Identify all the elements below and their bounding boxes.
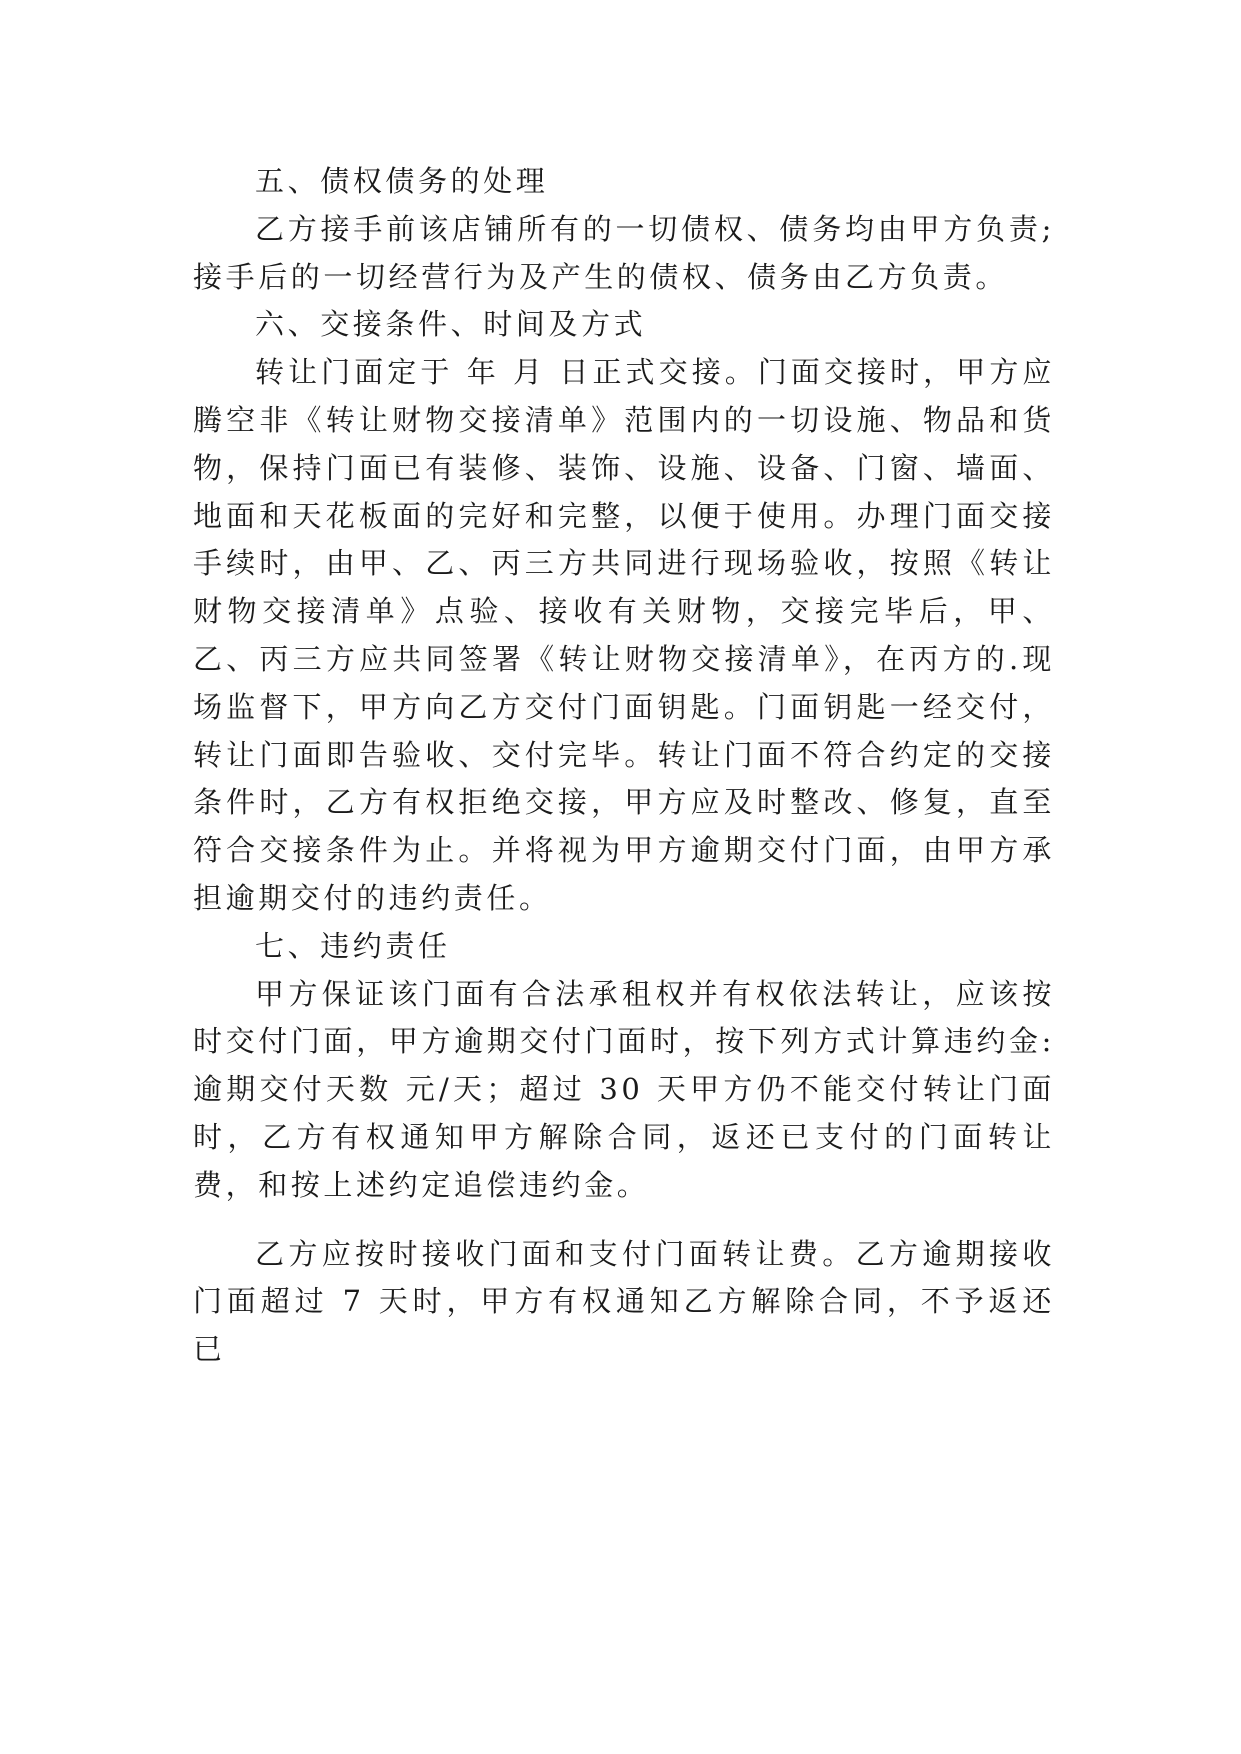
- paragraph-liability-party-a: 甲方保证该门面有合法承租权并有权依法转让，应该按时交付门面，甲方逾期交付门面时，按下列方式计算违约金:逾期交付天数 元/天；超过 30 天甲方仍不能交付转让门面时，乙方有权通知甲方解除合同，返还已支付的门面转让费，和按上述约定追偿违约金。: [193, 976, 1055, 1202]
- paragraph-handover: 转让门面定于 年 月 日正式交接。门面交接时，甲方应腾空非《转让财物交接清单》范围内的一切设施、物品和货物，保持门面已有装修、装饰、设施、设备、门窗、墙面、地面和天花板面的完好和完整，以便于使用。办理门面交接手续时，由甲、乙、丙三方共同进行现场验收，按照《转让财物交接清单》点验、接收有关财物，交接完毕后，甲、乙、丙三方应共同签署《转让财物交接清单》，在丙方的.现场监督下，甲方向乙方交付门面钥匙。门面钥匙一经交付，转让门面即告验收、交付完毕。转让门面不符合约定的交接条件时，乙方有权拒绝交接，甲方应及时整改、修复，直至符合交接条件为止。并将视为甲方逾期交付门面，由甲方承担逾期交付的违约责任。: [193, 355, 1055, 915]
- paragraph-liability-party-b: 乙方应按时接收门面和支付门面转让费。乙方逾期接收门面超过 7 天时，甲方有权通知乙方解除合同，不予返还已: [193, 1236, 1055, 1367]
- paragraph-debt-handling: 乙方接手前该店铺所有的一切债权、债务均由甲方负责;接手后的一切经营行为及产生的债权、债务由乙方负责。: [193, 211, 1055, 294]
- section-heading-liability: 七、违约责任: [255, 928, 451, 963]
- document-body: [193, 158, 1055, 1374]
- section-heading-handover: 六、交接条件、时间及方式: [255, 307, 647, 342]
- section-heading-debt-handling: 五、债权债务的处理: [255, 164, 549, 198]
